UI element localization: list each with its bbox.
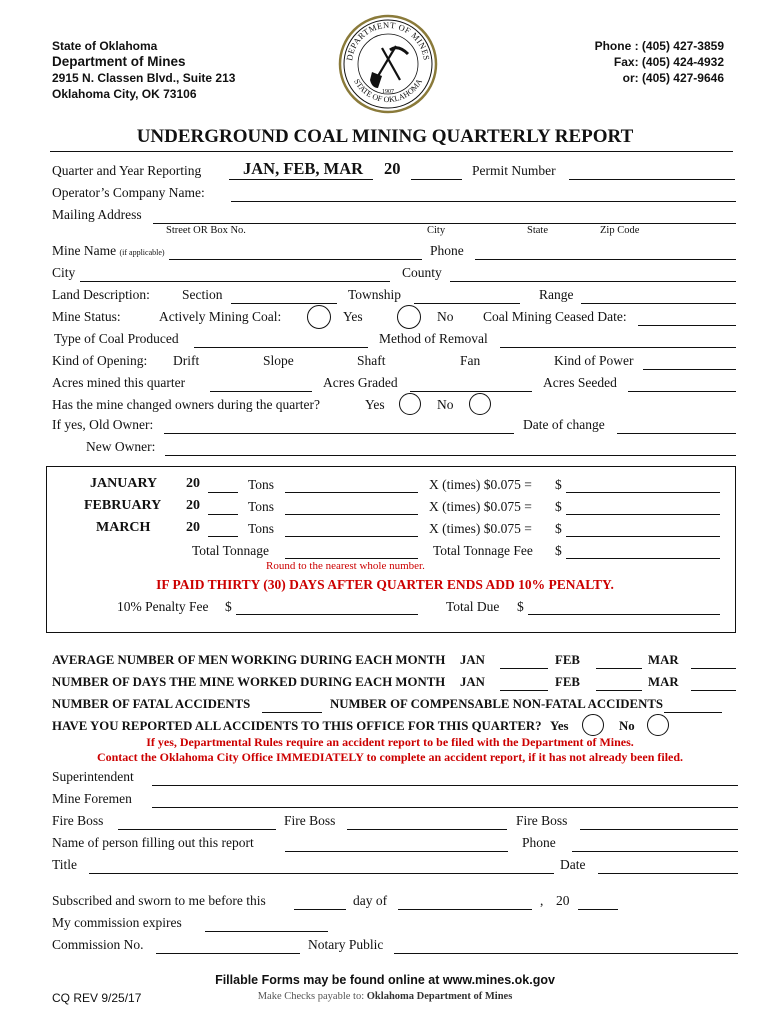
mine-city-label: City: [52, 265, 76, 280]
report-date-label: Date: [560, 857, 586, 872]
range-field[interactable]: [581, 303, 736, 304]
feb-rate-label: X (times) $0.075 =: [429, 499, 532, 514]
removal-method-field[interactable]: [500, 347, 736, 348]
opening-slope[interactable]: Slope: [263, 353, 294, 368]
address-line: State of Oklahoma: [52, 39, 158, 53]
jan-tons-label: Tons: [248, 477, 275, 492]
payable-prefix: Make Checks payable to:: [257, 991, 365, 1002]
seal-bottom-text: STATE OF OKLAHOMA: [352, 77, 424, 105]
power-label: Kind of Power: [554, 353, 634, 368]
reported-no-radio[interactable]: [647, 714, 669, 736]
mine-name-field[interactable]: [169, 259, 422, 260]
total-due-label: Total Due: [446, 599, 500, 614]
accident-notice-1: If yes, Departmental Rules require an accident report to be filed with the Department of Mines.: [146, 735, 634, 749]
commission-expires-field[interactable]: [205, 931, 328, 932]
fire-boss-2-field[interactable]: [347, 829, 507, 830]
opening-fan[interactable]: Fan: [460, 353, 481, 368]
jan-tons-field[interactable]: [285, 492, 418, 493]
address-line: Oklahoma City, OK 73106: [52, 87, 197, 101]
round-note: Round to the nearest whole number.: [266, 560, 425, 572]
department-seal: [338, 14, 438, 114]
superintendent-label: Superintendent: [52, 769, 134, 784]
fire-boss-1-label: Fire Boss: [52, 813, 104, 828]
mar-year-field[interactable]: [208, 536, 238, 537]
days-jan-label: JAN: [460, 675, 485, 689]
owner-change-yes-label: Yes: [365, 397, 385, 412]
owner-change-no-label: No: [437, 397, 454, 412]
section-field[interactable]: [231, 303, 337, 304]
days-worked-label: NUMBER OF DAYS THE MINE WORKED DURING EACH MONTH: [52, 675, 446, 689]
agency-phone-block: [595, 38, 724, 86]
phone-line: Phone : (405) 427-3859: [594, 39, 724, 53]
street-caption: Street OR Box No.: [166, 225, 246, 236]
department-name: Department of Mines: [52, 54, 186, 69]
jan-year-field[interactable]: [208, 492, 238, 493]
county-label: County: [402, 265, 442, 280]
avg-men-feb-field[interactable]: [596, 668, 642, 669]
township-field[interactable]: [414, 303, 520, 304]
acres-graded-field[interactable]: [410, 391, 532, 392]
opening-label: Kind of Opening:: [52, 353, 148, 368]
active-yes-radio[interactable]: [307, 305, 331, 329]
feb-year-prefix: 20: [186, 498, 200, 513]
date-change-field[interactable]: [617, 433, 736, 434]
jan-year-prefix: 20: [186, 476, 200, 491]
mar-year-prefix: 20: [186, 520, 200, 535]
nonfatal-field[interactable]: [664, 712, 722, 713]
address-line: 2915 N. Classen Blvd., Suite 213: [52, 71, 236, 85]
avg-men-mar-label: MAR: [648, 653, 679, 667]
total-due-dollar: $: [517, 599, 524, 614]
township-label: Township: [348, 287, 402, 302]
days-feb-label: FEB: [555, 675, 580, 689]
mine-name-note: (if applicable): [119, 248, 165, 257]
total-tonnage-label: Total Tonnage: [192, 543, 269, 558]
fire-boss-3-field[interactable]: [580, 829, 738, 830]
old-owner-field[interactable]: [164, 433, 514, 434]
penalty-fee-label: 10% Penalty Fee: [117, 599, 209, 614]
old-owner-label: If yes, Old Owner:: [52, 417, 154, 432]
total-fee-label: Total Tonnage Fee: [433, 543, 533, 558]
new-owner-field[interactable]: [165, 455, 736, 456]
feb-fee-field[interactable]: [566, 514, 720, 515]
days-feb-field[interactable]: [596, 690, 642, 691]
total-fee-field[interactable]: [566, 558, 720, 559]
active-label: Actively Mining Coal:: [159, 309, 282, 324]
fire-boss-2-label: Fire Boss: [284, 813, 336, 828]
new-owner-label: New Owner:: [86, 439, 156, 454]
jan-dollar: $: [555, 477, 562, 492]
days-jan-field[interactable]: [500, 690, 548, 691]
total-due-field[interactable]: [528, 614, 720, 615]
ceased-date-field[interactable]: [638, 325, 736, 326]
mine-name-text: Mine Name: [52, 243, 117, 258]
title-field[interactable]: [89, 873, 554, 874]
section-label: Section: [182, 287, 223, 302]
payable-to: Oklahoma Department of Mines: [366, 991, 513, 1002]
quarter-value: JAN, FEB, MAR: [243, 159, 364, 178]
active-yes-label: Yes: [343, 309, 363, 324]
permit-number-field[interactable]: [569, 179, 735, 180]
quarter-field[interactable]: [229, 179, 373, 180]
date-change-label: Date of change: [523, 417, 605, 432]
filler-phone-label: Phone: [522, 835, 556, 850]
sworn-comma: ,: [540, 893, 544, 908]
feb-tons-field[interactable]: [285, 514, 418, 515]
county-field[interactable]: [450, 281, 736, 282]
acres-mined-field[interactable]: [210, 391, 312, 392]
year-field[interactable]: [411, 179, 462, 180]
reported-label: HAVE YOU REPORTED ALL ACCIDENTS TO THIS OFFICE FOR THIS QUARTER?: [52, 719, 542, 733]
fax-line: Fax: (405) 424-4932: [613, 55, 724, 69]
owner-change-no-radio[interactable]: [469, 393, 491, 415]
notary-signature-field[interactable]: [394, 953, 738, 954]
revision-code: CQ REV 9/25/17: [52, 991, 142, 1005]
reported-no-label: No: [619, 719, 635, 733]
avg-men-mar-field[interactable]: [691, 668, 736, 669]
avg-men-label: AVERAGE NUMBER OF MEN WORKING DURING EACH MONTH: [52, 653, 446, 667]
seal-top-text: DEPARTMENT OF MINES: [344, 19, 432, 62]
superintendent-field[interactable]: [152, 785, 738, 786]
acres-mined-label: Acres mined this quarter: [52, 375, 186, 390]
owner-change-yes-radio[interactable]: [399, 393, 421, 415]
power-field[interactable]: [643, 369, 736, 370]
day-of-label: day of: [353, 893, 388, 908]
accident-notice-2: Contact the Oklahoma City Office IMMEDIATELY to complete an accident report, if it has not already been filed.: [96, 750, 684, 764]
year-prefix: 20: [384, 159, 401, 178]
ceased-label: Coal Mining Ceased Date:: [483, 309, 627, 324]
total-tonnage-field[interactable]: [285, 558, 418, 559]
report-date-field[interactable]: [598, 873, 738, 874]
mine-phone-field[interactable]: [475, 259, 736, 260]
fatal-label: NUMBER OF FATAL ACCIDENTS: [52, 697, 251, 711]
sworn-day-field[interactable]: [294, 909, 346, 910]
commission-expires-label: My commission expires: [52, 915, 182, 930]
mar-tons-label: Tons: [248, 521, 275, 536]
active-no-radio[interactable]: [397, 305, 421, 329]
filler-name-label: Name of person filling out this report: [52, 835, 254, 850]
reported-yes-label: Yes: [550, 719, 569, 733]
feb-tons-label: Tons: [248, 499, 275, 514]
feb-dollar: $: [555, 499, 562, 514]
notary-public-label: Notary Public: [308, 937, 384, 952]
commission-no-field[interactable]: [156, 953, 300, 954]
title-rule: [50, 151, 733, 152]
foremen-label: Mine Foremen: [52, 791, 132, 806]
penalty-warning: IF PAID THIRTY (30) DAYS AFTER QUARTER ENDS ADD 10% PENALTY.: [156, 577, 614, 592]
coal-type-label: Type of Coal Produced: [54, 331, 179, 346]
coal-type-field[interactable]: [194, 347, 368, 348]
company-label: Operator’s Company Name:: [52, 185, 205, 200]
avg-men-jan-field[interactable]: [500, 668, 548, 669]
penalty-fee-field[interactable]: [236, 614, 418, 615]
mailing-address-field[interactable]: [153, 223, 736, 224]
quarter-label: Quarter and Year Reporting: [52, 163, 202, 178]
sworn-year-prefix: 20: [556, 893, 570, 908]
state-caption: State: [527, 225, 548, 236]
filler-name-field[interactable]: [285, 851, 508, 852]
sworn-year-field[interactable]: [578, 909, 618, 910]
agency-address: [52, 38, 235, 102]
alt-phone-line: or: (405) 427-9646: [622, 71, 724, 85]
mine-city-field[interactable]: [80, 281, 390, 282]
acres-seeded-label: Acres Seeded: [543, 375, 617, 390]
jan-rate-label: X (times) $0.075 =: [429, 477, 532, 492]
opening-shaft[interactable]: Shaft: [357, 353, 386, 368]
online-note: Fillable Forms may be found online at www.mines.ok.gov: [215, 973, 555, 987]
zip-caption: Zip Code: [600, 225, 640, 236]
page-title: UNDERGROUND COAL MINING QUARTERLY REPORT: [136, 126, 634, 147]
penalty-dollar: $: [225, 599, 232, 614]
active-no-label: No: [437, 309, 454, 324]
mar-rate-label: X (times) $0.075 =: [429, 521, 532, 536]
nonfatal-label: NUMBER OF COMPENSABLE NON-FATAL ACCIDENTS: [330, 697, 663, 711]
opening-drift[interactable]: Drift: [173, 353, 200, 368]
avg-men-jan-label: JAN: [460, 653, 485, 667]
removal-label: Method of Removal: [379, 331, 488, 346]
company-name-field[interactable]: [231, 201, 736, 202]
mailing-label: Mailing Address: [52, 207, 142, 222]
fire-boss-3-label: Fire Boss: [516, 813, 568, 828]
month-february: FEBRUARY: [84, 498, 162, 513]
status-label: Mine Status:: [52, 309, 121, 324]
mine-name-label: [52, 243, 165, 259]
city-caption: City: [427, 225, 446, 236]
total-fee-dollar: $: [555, 543, 562, 558]
title-label: Title: [52, 857, 78, 872]
avg-men-feb-label: FEB: [555, 653, 580, 667]
commission-no-label: Commission No.: [52, 937, 144, 952]
sworn-label: Subscribed and sworn to me before this: [52, 893, 266, 908]
days-mar-field[interactable]: [691, 690, 736, 691]
jan-fee-field[interactable]: [566, 492, 720, 493]
month-january: JANUARY: [90, 476, 158, 491]
acres-graded-label: Acres Graded: [323, 375, 398, 390]
mar-fee-field[interactable]: [566, 536, 720, 537]
acres-seeded-field[interactable]: [628, 391, 736, 392]
sworn-month-field[interactable]: [398, 909, 532, 910]
filler-phone-field[interactable]: [572, 851, 738, 852]
seal-year: 1907: [382, 89, 394, 95]
mar-dollar: $: [555, 521, 562, 536]
mar-tons-field[interactable]: [285, 536, 418, 537]
days-mar-label: MAR: [648, 675, 679, 689]
foremen-field[interactable]: [152, 807, 738, 808]
feb-year-field[interactable]: [208, 514, 238, 515]
reported-yes-radio[interactable]: [582, 714, 604, 736]
owner-change-label: Has the mine changed owners during the quarter?: [52, 397, 321, 412]
land-label: Land Description:: [52, 287, 150, 302]
month-march: MARCH: [96, 520, 151, 535]
range-label: Range: [539, 287, 574, 302]
fire-boss-1-field[interactable]: [118, 829, 276, 830]
mine-phone-label: Phone: [430, 243, 464, 258]
fatal-field[interactable]: [262, 712, 322, 713]
permit-label: Permit Number: [472, 163, 556, 178]
